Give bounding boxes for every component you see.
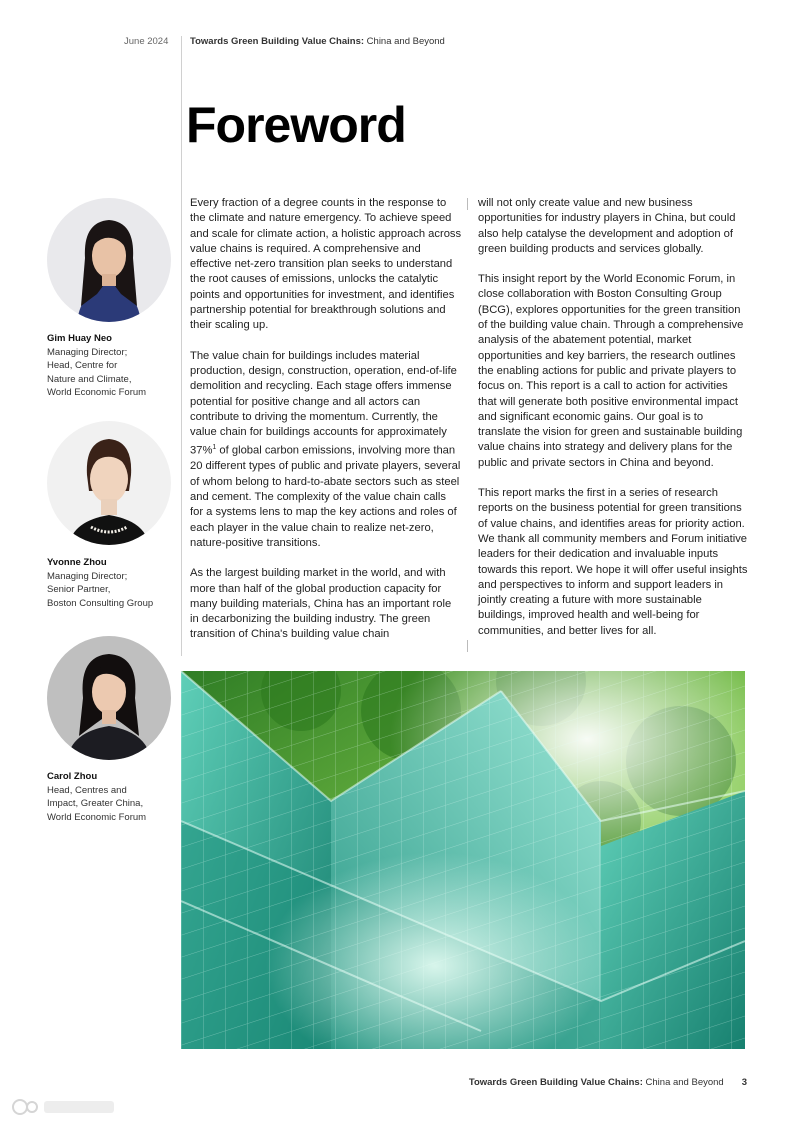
page-number: 3 xyxy=(741,1077,747,1088)
person-role: World Economic Forum xyxy=(47,811,147,823)
person-role: Managing Director; xyxy=(47,346,128,358)
body-text: of global carbon emissions, involving more than 20 different types of public and private players, several of whom belong to hard-to-abate sectors such as steel and cement. The complexity of the value chain calls for a systems lens to map the key actions and roles of each player in the value chain to realize net-zero, nature-positive transitions. xyxy=(190,445,461,549)
body-paragraph: As the largest building market in the world, and with more than half of the global production capacity for many building materials, China has an important role in decarbonizing the building industry. The green transition of China's building value chain xyxy=(190,567,452,641)
body-paragraph: This report marks the first in a series of research reports on the business potential for green transitions of value chains, and identifies areas for priority action. We thank all community members and Forum initiative leaders for their dedication and invaluable inputs towards this report. We hope it will offer useful insights and perspectives to inform and support leaders in jointly creating a future with more sustainable buildings, improved health and well-being for communities, and better lives for all. xyxy=(478,487,748,637)
avatar-gim-huay-neo xyxy=(47,198,171,322)
column-separator-bottom xyxy=(467,640,468,652)
avatar-yvonne-zhou xyxy=(47,421,171,545)
person-carol-zhou xyxy=(47,770,177,824)
person-role: Head, Centre for xyxy=(47,360,118,371)
page-footer xyxy=(469,1077,747,1088)
person-name: Gim Huay Neo xyxy=(47,333,112,344)
page-title: Foreword xyxy=(186,97,406,153)
glass-building-image xyxy=(181,671,745,1049)
person-role: Senior Partner, xyxy=(47,584,111,595)
person-role: Impact, Greater China, xyxy=(47,798,144,809)
footnote-ref[interactable]: 1 xyxy=(212,444,217,452)
watermark-logo-icon xyxy=(10,1096,120,1118)
person-role: Boston Consulting Group xyxy=(47,597,154,609)
person-role: Head, Centres and xyxy=(47,784,127,796)
page-header xyxy=(0,36,793,50)
header-date: June 2024 xyxy=(124,36,169,47)
person-name: Yvonne Zhou xyxy=(47,557,107,568)
body-column-right xyxy=(478,196,748,654)
person-role: World Economic Forum xyxy=(47,387,147,398)
footer-title-rest: China and Beyond xyxy=(642,1077,724,1088)
header-title-bold: Towards Green Building Value Chains: xyxy=(190,36,365,47)
body-paragraph: Every fraction of a degree counts in the response to the climate and nature emergency. To achieve speed and scale for climate action, a holistic approach across value chains is required. A comprehensive and effective net-zero transition plan seeks to understand the root causes of emissions, unlocks the catalytic points and opportunities for investment, and identifies partnership potential for breakthrough solutions and their scaling up. xyxy=(190,197,462,332)
body-paragraph: will not only create value and new business opportunities for industry players in China, but could also help catalyse the development and adoption of green building products and services globally. xyxy=(478,197,736,255)
header-title-rest: China and Beyond xyxy=(364,36,445,47)
body-paragraph: This insight report by the World Economic Forum, in close collaboration with Boston Consulting Group (BCG), explores opportunities for the green transition of the building value chain. Through a comprehensive analysis of the abatement potential, market opportunities and key barriers, the research outlines the enabling actions for public and private players to focus on. This report is a call to action for activities that will generate both positive environmental impact and significant economic gains. Our goal is to translate the vision for green and sustainable building value chains into strategy and delivery plans for the public and private sectors in China and beyond. xyxy=(478,273,744,469)
header-title xyxy=(190,36,445,47)
vertical-divider xyxy=(181,36,182,656)
person-name: Carol Zhou xyxy=(47,771,98,782)
footer-title-bold: Towards Green Building Value Chains: xyxy=(468,1077,643,1088)
person-gim-huay-neo xyxy=(47,332,177,400)
body-column-left xyxy=(190,196,462,658)
portrait-1-image xyxy=(47,198,171,322)
body-paragraph xyxy=(190,349,462,552)
person-role: Managing Director; xyxy=(47,570,128,582)
portrait-2-image xyxy=(47,421,171,545)
portrait-3-image xyxy=(47,636,171,760)
person-role: Nature and Climate, xyxy=(47,373,132,385)
green-building-photo xyxy=(181,671,745,1049)
body-text: The value chain for buildings includes material production, design, construction, operation, end-of-life demolition and recycling. Each stage offers immense potential for positive change and all actors can contribute to driving the momentum. Currently, the value chain for buildings accounts for approximately 37% xyxy=(190,349,457,458)
column-separator-top xyxy=(467,198,468,210)
avatar-carol-zhou xyxy=(47,636,171,760)
person-yvonne-zhou xyxy=(47,556,177,610)
